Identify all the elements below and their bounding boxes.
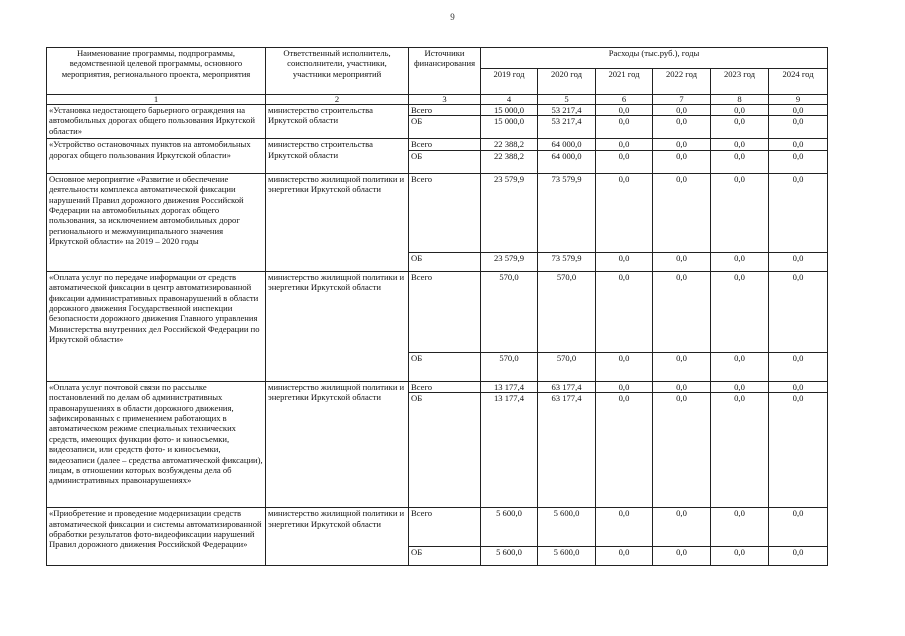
value-cell: 53 217,4 [538,105,596,116]
value-cell: 0,0 [596,105,653,116]
header-year: 2020 год [538,69,596,95]
measure-executor: министерство жилищной политики и энергетики Иркутской области [266,173,409,271]
value-cell: 0,0 [711,547,769,566]
funding-source: Всего [409,381,481,392]
value-cell: 22 388,2 [481,139,538,150]
header-year: 2023 год [711,69,769,95]
table-row [47,139,828,150]
value-cell: 0,0 [596,352,653,381]
value-cell: 13 177,4 [481,393,538,508]
value-cell: 570,0 [538,271,596,352]
table-row [47,271,828,352]
value-cell: 0,0 [596,139,653,150]
funding-source: Всего [409,105,481,116]
measure-executor: министерство строительства Иркутской области [266,105,409,139]
value-cell: 0,0 [711,508,769,547]
value-cell: 0,0 [769,271,828,352]
value-cell: 0,0 [596,393,653,508]
value-cell: 570,0 [538,352,596,381]
value-cell: 0,0 [653,116,711,139]
measure-executor: министерство строительства Иркутской области [266,139,409,173]
value-cell: 0,0 [769,252,828,271]
value-cell: 23 579,9 [481,252,538,271]
funding-source: Всего [409,271,481,352]
table-row [47,105,828,116]
column-number: 7 [653,95,711,105]
value-cell: 22 388,2 [481,150,538,173]
column-numbers-row [47,95,828,105]
header-expenses: Расходы (тыс.руб.), годы [481,48,828,69]
measure-name: «Оплата услуг почтовой связи по рассылке постановлений по делам об административных правонарушениях в области дорожного движения, зафиксированных с применением работающих в автоматическом режиме специальных технических средств, имеющих функции фото- и киносъемки, видеозаписи, или средств фото- и киносъемки, видеозаписи (далее – средства автоматической фиксации), лицам, в отношении которых возбуждены дела об административных правонарушениях» [47,381,266,507]
value-cell: 0,0 [711,173,769,252]
value-cell: 0,0 [653,173,711,252]
value-cell: 0,0 [596,173,653,252]
value-cell: 0,0 [596,381,653,392]
funding-source: ОБ [409,352,481,381]
value-cell: 0,0 [653,393,711,508]
header-year: 2021 год [596,69,653,95]
header-name: Наименование программы, подпрограммы, ведомственной целевой программы, основного мероприятия, регионального проекта, мероприятия [47,48,266,95]
funding-source: Всего [409,508,481,547]
value-cell: 0,0 [769,150,828,173]
value-cell: 63 177,4 [538,393,596,508]
value-cell: 13 177,4 [481,381,538,392]
value-cell: 0,0 [769,381,828,392]
value-cell: 0,0 [769,547,828,566]
column-number: 2 [266,95,409,105]
value-cell: 64 000,0 [538,150,596,173]
value-cell: 0,0 [653,252,711,271]
value-cell: 5 600,0 [538,547,596,566]
value-cell: 0,0 [653,508,711,547]
value-cell: 0,0 [711,352,769,381]
value-cell: 0,0 [653,271,711,352]
header-executor: Ответственный исполнитель, соисполнители, участники, участники мероприятий [266,48,409,95]
header-year: 2019 год [481,69,538,95]
value-cell: 0,0 [711,150,769,173]
header-year: 2022 год [653,69,711,95]
header-year: 2024 год [769,69,828,95]
column-number: 3 [409,95,481,105]
page-number: 9 [450,12,455,22]
value-cell: 5 600,0 [481,547,538,566]
header-row-top [47,48,828,69]
value-cell: 0,0 [596,150,653,173]
value-cell: 5 600,0 [538,508,596,547]
column-number: 4 [481,95,538,105]
value-cell: 73 579,9 [538,173,596,252]
value-cell: 570,0 [481,271,538,352]
value-cell: 0,0 [653,352,711,381]
table-row [47,381,828,392]
value-cell: 0,0 [653,150,711,173]
value-cell: 0,0 [596,116,653,139]
value-cell: 23 579,9 [481,173,538,252]
column-number: 5 [538,95,596,105]
value-cell: 0,0 [653,381,711,392]
value-cell: 0,0 [769,508,828,547]
value-cell: 0,0 [711,393,769,508]
value-cell: 0,0 [596,252,653,271]
funding-source: ОБ [409,150,481,173]
value-cell: 0,0 [653,105,711,116]
measure-executor: министерство жилищной политики и энергетики Иркутской области [266,381,409,507]
funding-source: ОБ [409,393,481,508]
value-cell: 64 000,0 [538,139,596,150]
funding-source: Всего [409,139,481,150]
measure-name: «Установка недостающего барьерного ограждения на автомобильных дорогах общего пользования Иркутской области» [47,105,266,139]
measure-executor: министерство жилищной политики и энергетики Иркутской области [266,271,409,381]
value-cell: 53 217,4 [538,116,596,139]
funding-source: ОБ [409,116,481,139]
value-cell: 0,0 [769,116,828,139]
value-cell: 0,0 [769,393,828,508]
value-cell: 0,0 [711,105,769,116]
value-cell: 15 000,0 [481,116,538,139]
funding-source: Всего [409,173,481,252]
value-cell: 0,0 [711,116,769,139]
value-cell: 0,0 [653,139,711,150]
value-cell: 0,0 [596,508,653,547]
value-cell: 0,0 [769,139,828,150]
value-cell: 0,0 [596,271,653,352]
value-cell: 15 000,0 [481,105,538,116]
value-cell: 0,0 [596,547,653,566]
value-cell: 0,0 [711,271,769,352]
value-cell: 0,0 [711,252,769,271]
value-cell: 73 579,9 [538,252,596,271]
value-cell: 63 177,4 [538,381,596,392]
table-row [47,508,828,547]
funding-source: ОБ [409,547,481,566]
column-number: 9 [769,95,828,105]
measure-executor: министерство жилищной политики и энергетики Иркутской области [266,508,409,566]
funding-source: ОБ [409,252,481,271]
value-cell: 0,0 [711,381,769,392]
header-source: Источники финансирования [409,48,481,95]
table-row [47,173,828,252]
measure-name: «Устройство остановочных пунктов на автомобильных дорогах общего пользования Иркутской области» [47,139,266,173]
value-cell: 570,0 [481,352,538,381]
value-cell: 5 600,0 [481,508,538,547]
measure-name: «Приобретение и проведение модернизации средств автоматической фиксации и системы автоматизированной обработки результатов фото-видеофиксации нарушений Правил дорожного движения Российской Федерации» [47,508,266,566]
value-cell: 0,0 [769,105,828,116]
measure-name: «Оплата услуг по передаче информации от средств автоматической фиксации в центр автоматизированной фиксации административных правонарушений в области дорожного движения Государственной инспекции безопасности дорожного движения Главного управления Министерства внутренних дел Российской Федерации по Иркутской области» [47,271,266,381]
measure-name: Основное мероприятие «Развитие и обеспечение деятельности комплекса автоматической фиксации нарушений Правил дорожного движения Российской Федерации на автомобильных дорогах общего пользования, за исключением автомобильных дорог регионального и межмуниципального значения Иркутской области» на 2019 – 2020 годы [47,173,266,271]
column-number: 6 [596,95,653,105]
column-number: 8 [711,95,769,105]
budget-table [46,47,828,566]
value-cell: 0,0 [711,139,769,150]
column-number: 1 [47,95,266,105]
value-cell: 0,0 [769,352,828,381]
value-cell: 0,0 [769,173,828,252]
value-cell: 0,0 [653,547,711,566]
